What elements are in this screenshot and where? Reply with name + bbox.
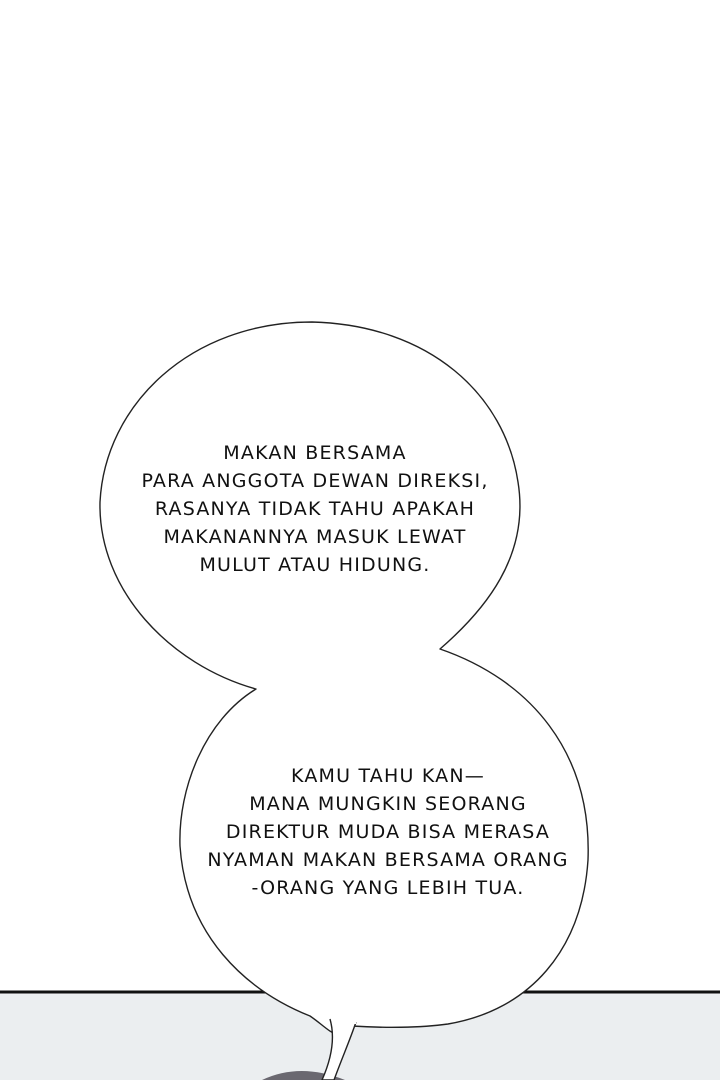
speech-bubble-bottom-text xyxy=(176,762,600,902)
bubble-line: DIREKTUR MUDA BISA MERASA xyxy=(225,821,551,843)
speech-bubble-shape xyxy=(100,322,588,1035)
tail-join-cover xyxy=(331,1016,357,1024)
bubble-line: RASANYA TIDAK TAHU APAKAH xyxy=(154,498,476,520)
bubble-line: MAKAN BERSAMA xyxy=(223,442,407,464)
bubble-line: MULUT ATAU HIDUNG. xyxy=(199,554,431,576)
bubble-line: MANA MUNGKIN SEORANG xyxy=(249,793,527,815)
bubble-line: MAKANANNYA MASUK LEWAT xyxy=(163,526,467,548)
speech-bubble-top-text xyxy=(100,439,530,579)
bubble-line: NYAMAN MAKAN BERSAMA ORANG xyxy=(207,849,569,871)
bubble-line: KAMU TAHU KAN— xyxy=(291,765,485,787)
bubble-line: -ORANG YANG LEBIH TUA. xyxy=(251,877,525,899)
bubble-line: PARA ANGGOTA DEWAN DIREKSI, xyxy=(141,470,489,492)
